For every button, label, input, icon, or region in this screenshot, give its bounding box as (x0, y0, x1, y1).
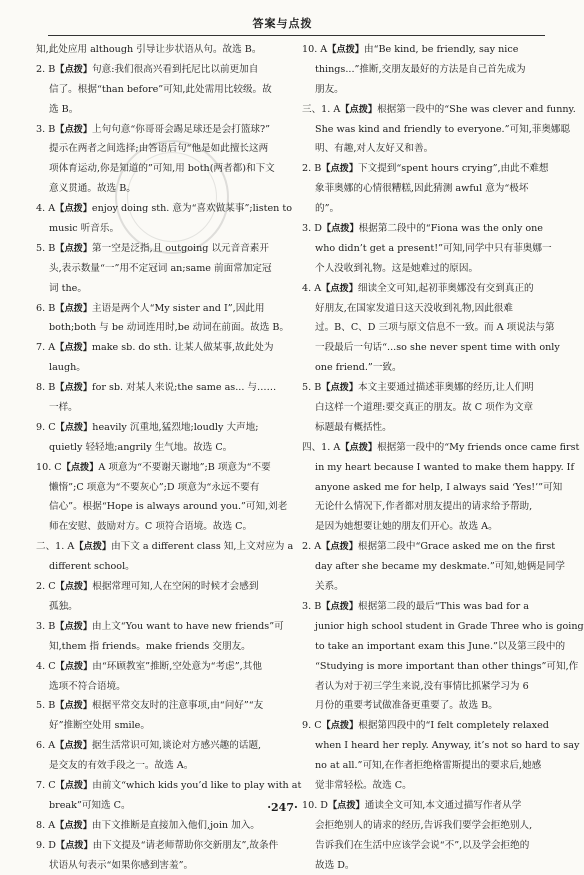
answer-line: one friend.”一致。 (315, 362, 402, 374)
page-number: ·247· (267, 801, 298, 814)
answer-number: 2. C (36, 581, 56, 593)
answer-line: “Studying is more important than other things”可知,作 (315, 660, 579, 672)
hint-tag: 【点拨】 (321, 541, 358, 553)
answer-item (302, 438, 580, 537)
answer-line (302, 597, 552, 617)
answer-item (302, 597, 584, 716)
answer-item (36, 40, 296, 60)
answer-line: 懒惰”;C 项意为“不要灰心”;D 项意为“永远不要有 (49, 481, 260, 493)
answer-line: 好朋友,在国家发道日这天没收到礼物,因此很难 (315, 302, 513, 314)
answer-line: 标题最有概括性。 (315, 421, 392, 433)
answer-number: 8. B (36, 382, 56, 394)
answer-line (36, 657, 296, 677)
answer-line: 个人没收到礼物。这是她难过的原因。 (315, 262, 479, 274)
answer-line (36, 696, 296, 716)
answer-line: when I heard her reply. Anyway, it’s not so hard to say (315, 740, 580, 752)
answer-line: 词 the。 (49, 282, 87, 294)
answer-number: 5. B (302, 382, 322, 394)
answer-number: 9. C (302, 720, 322, 732)
answer-item (36, 120, 296, 200)
answer-text: 根据第二段中的“Fiona was the only one (358, 223, 543, 235)
answer-line: 信心”。根据“Hope is always around you.”可知,刘老 (49, 501, 288, 513)
answer-text: 第一空是泛指,且 outgoing 以元音音素开 (92, 242, 269, 254)
answer-item (36, 418, 296, 458)
answer-text: 由“Be kind, be friendly, say nice (364, 44, 519, 55)
hint-tag: 【点拨】 (321, 223, 359, 235)
answer-number: 四、1. A (302, 441, 341, 453)
answer-item (36, 338, 296, 378)
answer-text: 根据常理可知,人在空闲的时候才会感到 (92, 581, 259, 593)
answer-text: 主语是两个人“My sister and I”,因此用 (92, 302, 265, 314)
answer-line: 白这样一个道理:要交真正的朋友。故 C 项作为文章 (315, 402, 534, 414)
answer-item (36, 378, 296, 418)
answer-number: 3. B (36, 123, 56, 135)
answer-item (36, 696, 296, 736)
answer-line: 朋友。 (315, 83, 344, 95)
answer-text: for sb. 对某人来说;the same as... 与…… (92, 382, 277, 394)
answer-line: 告诉我们在生活中应该学会说“不”,以及学会拒绝的 (315, 839, 530, 851)
answer-text: 由“环顾教室”推断,空处意为“考虑”,其他 (92, 660, 262, 672)
hint-tag: 【点拨】 (55, 342, 92, 354)
answer-line (302, 716, 552, 736)
answer-line: in my heart because I wanted to make them happy. If (315, 461, 575, 473)
answer-text: 上句句意“你哥哥会踢足球还是会打篮球?” (92, 123, 271, 135)
answer-line: 关系。 (315, 581, 344, 593)
answer-text: 下文提到“spent hours crying”,由此不难想 (358, 163, 549, 175)
left-column (36, 40, 302, 875)
hint-tag: 【点拨】 (55, 620, 93, 632)
answer-line: 象菲奥娜的心情很糟糕,因此猜测 awful 意为“极坏 (315, 183, 529, 195)
hint-tag: 【点拨】 (55, 581, 93, 593)
answer-line: 好”推断空处用 smile。 (49, 720, 150, 732)
answer-text: enjoy doing sth. 意为“喜欢做某事”;listen to (91, 203, 293, 215)
answer-number: 3. B (36, 620, 56, 632)
answer-line: no at all.”可知,在作者拒绝格雷斯提出的要求后,她感 (315, 760, 542, 772)
answer-line (36, 736, 296, 756)
answer-text: 由前文“which kids you’d like to play with at (92, 779, 302, 791)
answer-line: 选项不符合语境。 (49, 680, 126, 692)
hint-tag: 【点拨】 (55, 421, 93, 433)
hint-tag: 【点拨】 (55, 819, 92, 831)
answer-line: laugh。 (49, 362, 86, 374)
answer-line: 意义贯通。故选 B。 (49, 183, 136, 195)
answer-number: 7. C (36, 779, 56, 791)
answer-text: 根据第一段中的“She was clever and funny. (377, 103, 576, 115)
answer-line (36, 816, 296, 836)
answer-line: 知,them 指 friends。make friends 交朋友。 (49, 640, 251, 652)
hint-tag: 【点拨】 (61, 461, 99, 473)
answer-number: 10. A (302, 44, 328, 55)
answer-line: day after she became my deskmate.”可知,她俩是同学 (315, 561, 565, 573)
answer-number: 3. D (302, 223, 322, 235)
answer-item (36, 836, 296, 875)
answer-item (36, 299, 296, 339)
answer-line (302, 279, 552, 299)
hint-tag: 【点拨】 (55, 203, 92, 215)
hint-tag: 【点拨】 (321, 600, 359, 612)
answer-line (302, 100, 576, 120)
answer-number: 6. B (36, 302, 56, 314)
answer-line: to take an important exam this June.”以及第三段中的 (315, 640, 566, 652)
answer-line: 无论什么情况下,作者都对朋友提出的请求给予帮助, (315, 501, 533, 513)
answer-line (302, 159, 552, 179)
answer-number: 7. A (36, 342, 56, 354)
answer-number: 4. A (302, 282, 322, 294)
answer-text: A 项意为“不要谢天谢地”;B 项意为“不要 (98, 461, 271, 473)
answer-line: 是因为她想要让她的朋友们开心。故选 A。 (315, 521, 498, 533)
hint-tag: 【点拨】 (55, 242, 93, 254)
answer-text: 据生活常识可知,谈论对方感兴趣的话题, (91, 740, 262, 752)
answer-text: make sb. do sth. 让某人做某事,故此处为 (91, 342, 274, 354)
answer-line: 是交友的有效手段之一。故选 A。 (49, 760, 194, 772)
answer-number: 4. A (36, 203, 56, 215)
answer-item (36, 816, 296, 836)
answer-item (36, 239, 296, 299)
answer-item (36, 657, 296, 697)
answer-line: 过。B、C、D 三项与原文信息不一致。而 A 项说法与第 (315, 322, 555, 334)
hint-tag: 【点拨】 (321, 282, 358, 294)
answer-line: things...”推断,交朋友最好的方法是自己首先成为 (315, 63, 526, 75)
answer-line: 知,此处应用 although 引导让步状语从句。故选 B。 (36, 44, 262, 55)
answer-line: 信了。根据“than before”可知,此处需用比较级。故 (49, 83, 272, 95)
hint-tag: 【点拨】 (55, 779, 93, 791)
hint-tag: 【点拨】 (55, 382, 93, 394)
answer-item (302, 378, 552, 438)
answer-line (36, 458, 296, 478)
answer-item (36, 577, 296, 617)
answer-text: 根据第二段的最后“This was bad for a (358, 600, 529, 612)
hint-tag: 【点拨】 (340, 441, 378, 453)
answer-number: 9. C (36, 421, 56, 433)
answer-line: 师在安慰、鼓励对方。C 项符合语境。故选 C。 (49, 521, 253, 533)
answer-line (36, 776, 302, 796)
answer-text: 根据第一段中的“My friends once came first (377, 441, 580, 453)
answer-line (302, 438, 580, 458)
answer-text: 句意:我们很高兴看到托尼比以前更加自 (92, 63, 259, 75)
answer-line: quietly 轻轻地;angrily 生气地。故选 C。 (49, 441, 233, 453)
answer-line: 会拒绝别人的请求的经历,告诉我们要学会拒绝别人, (315, 819, 533, 831)
answer-line (36, 418, 296, 438)
answer-line: 月份的重要考试做准备更重要了。故选 B。 (315, 700, 498, 712)
answer-line (36, 299, 296, 319)
answer-line (36, 120, 296, 140)
answer-line (36, 577, 296, 597)
answer-text: 根据第四段中的“I felt completely relaxed (358, 720, 549, 732)
answer-line: music 听音乐。 (49, 223, 120, 235)
answer-number: 2. B (36, 63, 56, 75)
answer-line (36, 537, 296, 557)
answer-line (302, 40, 552, 60)
hint-tag: 【点拨】 (55, 302, 93, 314)
answer-line: 觉非常轻松。故选 C。 (315, 779, 412, 791)
answer-line: anyone asked me for help, I always said ‘Yes!’”可知 (315, 481, 563, 493)
answer-text: 根据平常交友时的注意事项,由“问好”“友 (92, 700, 264, 712)
hint-tag: 【点拨】 (55, 740, 92, 752)
answer-number: 二、1. A (36, 541, 75, 553)
answer-number: 9. D (36, 839, 56, 851)
answer-line (302, 378, 552, 398)
header-title: 答案与点拨 (252, 17, 313, 30)
hint-tag: 【点拨】 (55, 700, 93, 712)
answer-number: 2. A (302, 541, 322, 553)
answer-text: heavily 沉重地,猛烈地;loudly 大声地; (92, 421, 259, 433)
answer-item (302, 537, 565, 597)
answer-line: 的”。 (315, 203, 340, 215)
answer-line: both;both 与 be 动词连用时,be 动词在前面。故选 B。 (49, 322, 290, 334)
answer-number: 6. A (36, 740, 56, 752)
answer-line (36, 239, 296, 259)
answer-line: She was kind and friendly to everyone.”可知,菲奥娜聪 (315, 123, 571, 135)
answer-line: junior high school student in Grade Three who is going (315, 620, 584, 632)
hint-tag: 【点拨】 (328, 799, 365, 811)
answer-item (36, 199, 296, 239)
hint-tag: 【点拨】 (327, 44, 364, 55)
answer-line: who didn’t get a present!”可知,同学中只有菲奥娜一 (315, 242, 552, 254)
answer-text: 本文主要通过描述菲奥娜的经历,让人们明 (358, 382, 534, 394)
answer-text: 由下文推断是直接加入他们,join 加入。 (91, 819, 260, 831)
answer-line: 者认为对于初三学生来说,没有事情比抓紧学习为 6 (315, 680, 529, 692)
answer-item (36, 736, 296, 776)
answer-line: 明、有趣,对人友好又和善。 (315, 143, 434, 155)
answer-line: different school。 (49, 561, 135, 573)
answer-item (302, 279, 560, 378)
answer-text: 根据第二段中“Grace asked me on the first (357, 541, 556, 553)
answer-line: 状语从句表示“如果你感到害羞”。 (49, 859, 194, 871)
answer-item (302, 100, 576, 160)
header-rule (48, 35, 545, 36)
answer-line (36, 836, 296, 856)
answer-line: 选 B。 (49, 103, 79, 115)
answer-number: 4. C (36, 660, 56, 672)
answer-item (302, 716, 580, 796)
answer-line (36, 617, 296, 637)
hint-tag: 【点拨】 (321, 163, 359, 175)
answer-number: 2. B (302, 163, 322, 175)
answer-number: 5. B (36, 242, 56, 254)
hint-tag: 【点拨】 (340, 103, 378, 115)
answer-item (36, 60, 296, 120)
answer-item (302, 40, 552, 100)
hint-tag: 【点拨】 (55, 63, 93, 75)
answer-line (302, 219, 552, 239)
answer-line (36, 338, 296, 358)
answer-line: 项体育运动,你是知道的”可知,用 both(两者都)和下文 (49, 163, 275, 175)
right-column (302, 40, 584, 875)
answer-line: 一样。 (49, 402, 78, 414)
answer-number: 8. A (36, 819, 56, 831)
answer-line (302, 537, 556, 557)
answer-item (36, 458, 296, 538)
answer-item (36, 617, 296, 657)
hint-tag: 【点拨】 (321, 720, 359, 732)
answer-line (36, 60, 296, 80)
answer-line: 故选 D。 (315, 859, 355, 871)
page-header (0, 0, 565, 40)
answer-line: 一段最后一句话“...so she never spent time with only (315, 342, 560, 354)
answer-item (36, 537, 296, 577)
answer-line: 孤独。 (49, 600, 78, 612)
answer-text: 由下文 a different class 知,上文对应为 a (111, 541, 294, 553)
hint-tag: 【点拨】 (55, 123, 93, 135)
answer-line: 提示在两者之间选择;由答语后句“他是如此擅长这两 (49, 143, 269, 155)
answer-number: 10. C (36, 461, 62, 473)
answer-text: 由上文“You want to have new friends”可 (92, 620, 284, 632)
answer-text: 细读全文可知,起初菲奥娜没有交到真正的 (357, 282, 534, 294)
answer-number: 3. B (302, 600, 322, 612)
hint-tag: 【点拨】 (74, 541, 112, 553)
hint-tag: 【点拨】 (55, 839, 93, 851)
answer-text: 由下文提及“请老师帮助你交新朋友”,故条件 (92, 839, 279, 851)
answer-item (302, 159, 552, 219)
answer-line: 头,表示数量“一”用不定冠词 an;same 前面常加定冠 (49, 262, 272, 274)
answer-text: 通读全文可知,本文通过描写作者从学 (364, 799, 522, 811)
answer-number: 5. B (36, 700, 56, 712)
answer-line (36, 199, 296, 219)
answer-number: 10. D (302, 799, 328, 811)
answer-item (302, 219, 552, 279)
answer-number: 三、1. A (302, 103, 341, 115)
hint-tag: 【点拨】 (321, 382, 359, 394)
answer-line (36, 378, 296, 398)
hint-tag: 【点拨】 (55, 660, 93, 672)
answer-line: break”可知选 C。 (49, 799, 131, 811)
